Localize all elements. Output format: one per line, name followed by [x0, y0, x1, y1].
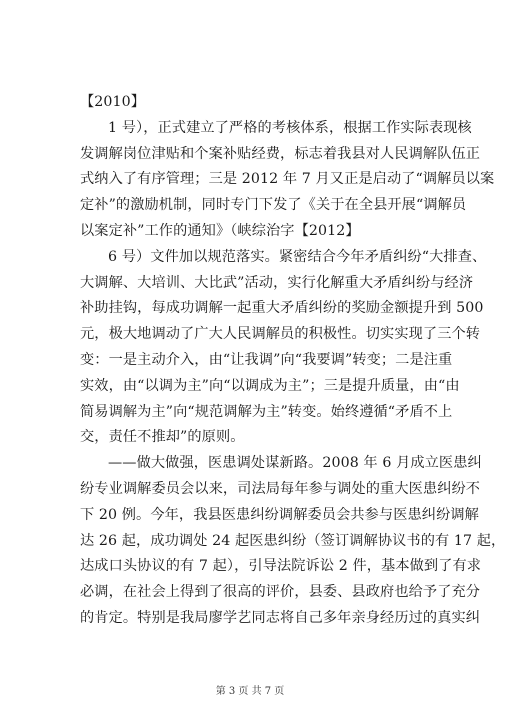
text-line: 达 26 起，成功调处 24 起医患纠纷（签订调解协议书的有 17 起，: [80, 532, 505, 549]
text-line: 以案定补”工作的通知》（峡综治字【2012】: [80, 222, 360, 239]
text-line: 大调解、大培训、大比武”活动，实行化解重大矛盾纠纷与经济: [80, 274, 474, 291]
text-line: 发调解岗位津贴和个案补贴经费，标志着我县对人民调解队伍正: [80, 145, 481, 162]
text-line: 元，极大地调动了广大人民调解员的积极性。切实实现了三个转: [80, 326, 481, 343]
text-line: 【2010】: [80, 94, 146, 110]
text-line: 达成口头协议的有 7 起），引导法院诉讼 2 件，基本做到了有求: [80, 558, 482, 575]
text-line: 变：一是主动介入，由“让我调”向“我要调”转变；二是注重: [80, 351, 453, 368]
page-footer: 第 3 页 共 7 页: [215, 686, 285, 697]
text-line: 1 号），正式建立了严格的考核体系，根据工作实际表现核: [108, 119, 472, 136]
text-line: 下 20 例。今年，我县医患纠纷调解委员会共参与医患纠纷调解: [80, 506, 479, 523]
text-line: 纷专业调解委员会以来，司法局每年参与调处的重大医患纠纷不: [80, 480, 481, 497]
text-line: 6 号）文件加以规范落实。紧密结合今年矛盾纠纷“大排查、: [108, 248, 487, 265]
text-line: 式纳入了有序管理；三是 2012 年 7 月又正是启动了“调解员以案: [80, 171, 495, 188]
text-line: 交，责任不推却”的原则。: [80, 429, 245, 446]
text-line: 简易调解为主”向“规范调解为主”转变。始终遵循“矛盾不上: [80, 403, 453, 420]
text-line: 必调，在社会上得到了很高的评价，县委、县政府也给予了充分: [80, 584, 481, 601]
text-line: 补助挂钩，每成功调解一起重大矛盾纠纷的奖励金额提升到 500: [80, 300, 484, 317]
document-body: [80, 90, 505, 632]
text-line: 的肯定。特别是我局廖学艺同志将自己多年亲身经历过的真实纠: [80, 609, 481, 626]
text-line: ——做大做强，医患调处谋新路。2008 年 6 月成立医患纠: [108, 455, 482, 472]
text-line: 定补”的激励机制，同时专门下发了《关于在全县开展“调解员: [80, 197, 467, 214]
text-line: 实效，由“以调为主”向“以调成为主”；三是提升质量，由“由: [80, 377, 460, 394]
